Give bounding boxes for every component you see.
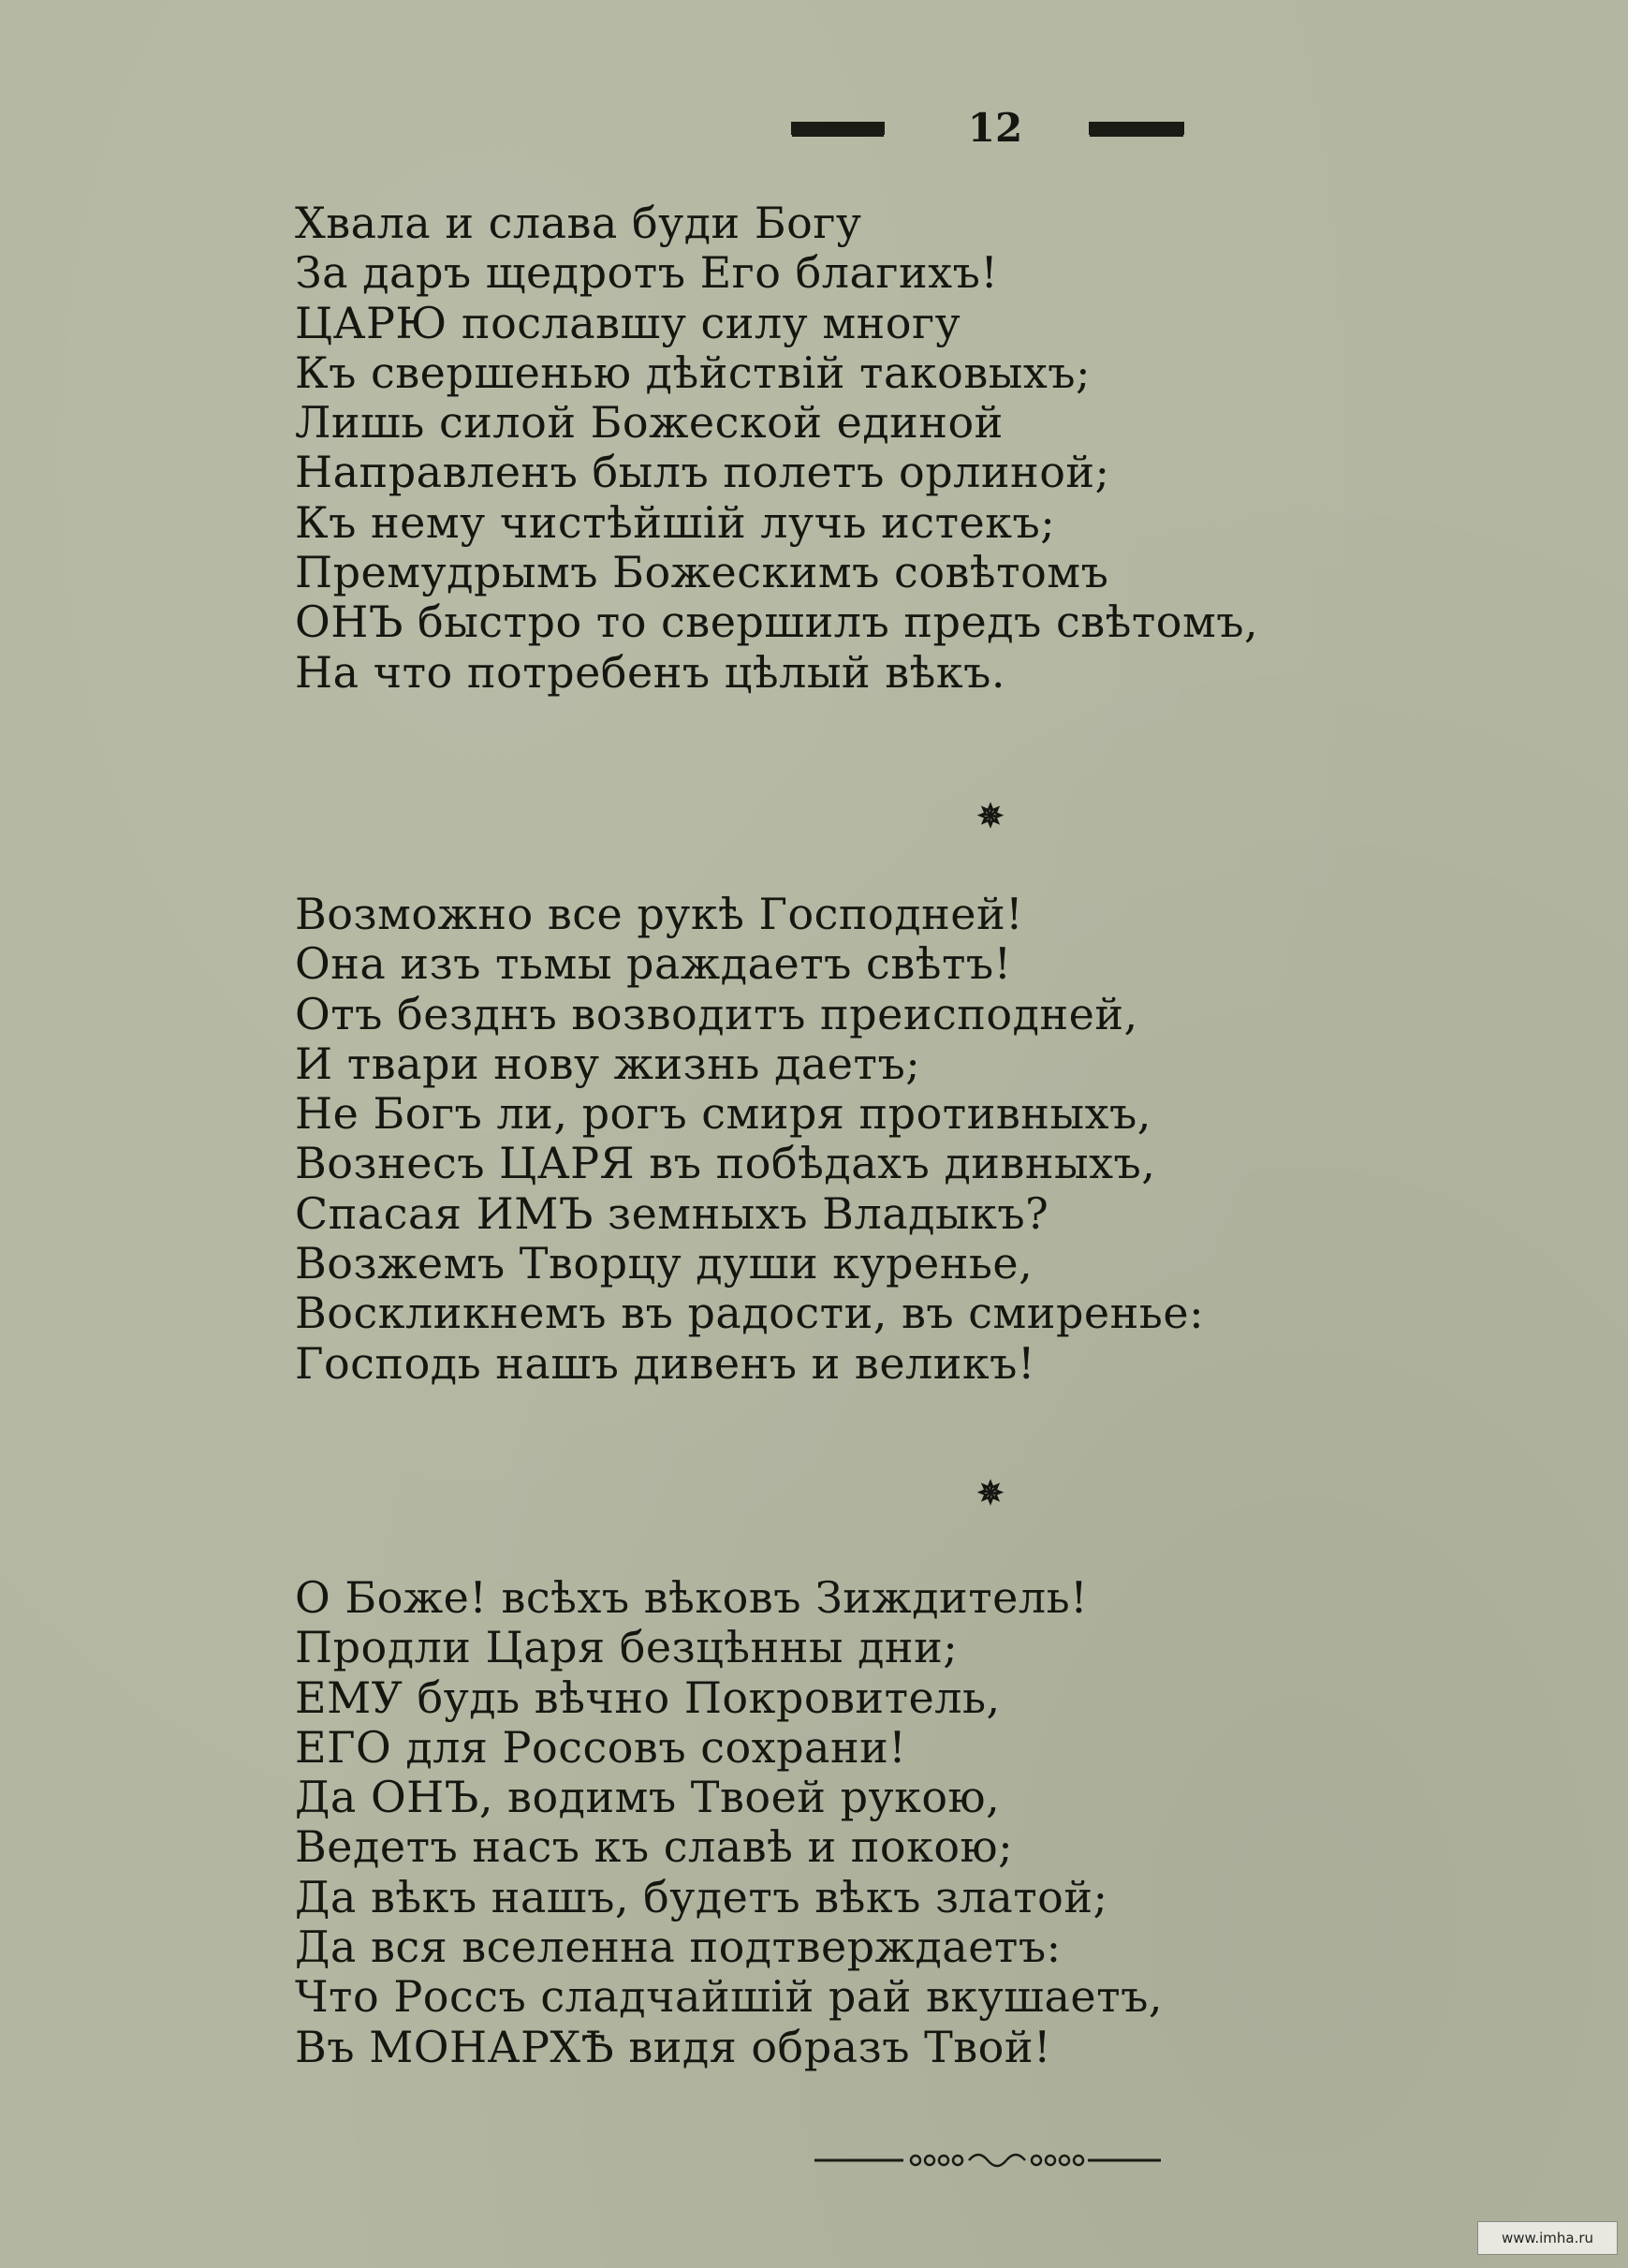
verse-line: Къ нему чистѣйшій лучь истекъ;	[295, 496, 1056, 548]
verse-line: Воскликнемъ въ радости, въ смиренье:	[295, 1288, 1205, 1339]
verse-line: Спасая ИМЪ земныхъ Владыкъ?	[295, 1187, 1049, 1239]
header-rule-right	[1089, 122, 1184, 135]
verse-line: Къ свершенью дѣйствій таковыхъ;	[295, 346, 1092, 398]
verse-line: На что потребенъ цѣлый вѣкъ.	[295, 646, 1005, 698]
page-number: 12	[967, 105, 1023, 151]
verse-line: Отъ безднъ возводитъ преисподней,	[295, 988, 1138, 1039]
verse-line: ЕГО для Россовъ сохрани!	[295, 1721, 907, 1773]
verse-line: Продли Царя безцѣнны дни;	[295, 1622, 959, 1673]
verse-line: Направленъ былъ полетъ орлиной;	[295, 447, 1110, 498]
verse-line: Вознесъ ЦАРЯ въ побѣдахъ дивныхъ,	[295, 1138, 1156, 1189]
stanza-1	[295, 199, 1418, 698]
verse-line: Не Богъ ли, рогъ смиря противныхъ,	[295, 1088, 1151, 1140]
verse-line: О Боже! всѣхъ вѣковъ Зиждитель!	[295, 1572, 1089, 1623]
verse-line: Да вся вселенна подтверждаетъ:	[295, 1922, 1062, 1973]
verse-line: Премудрымъ Божескимъ совѣтомъ	[295, 547, 1109, 598]
verse-line: Возможно все рукѣ Господней!	[295, 889, 1024, 939]
verse-line: Господь нашъ дивенъ и великъ!	[295, 1337, 1035, 1389]
verse-line: Хвала и слава буди Богу	[295, 198, 862, 248]
asterism-divider: ✵	[976, 1475, 1005, 1512]
verse-line: ЦАРЮ пославшу силу многу	[295, 297, 961, 348]
header-rule-left	[791, 122, 885, 135]
watermark: www.imha.ru	[1477, 2221, 1618, 2255]
verse-line: Она изъ тьмы раждаетъ свѣтъ!	[295, 938, 1012, 990]
page-header	[791, 105, 1184, 152]
verse-line: Что Россъ сладчайшій рай вкушаетъ,	[295, 1971, 1163, 2023]
verse-line: Да ОНЪ, водимъ Твоей рукою,	[295, 1772, 1001, 1823]
verse-line: ОНЪ быстро то свершилъ предъ свѣтомъ,	[295, 596, 1259, 648]
stanza-3	[295, 1573, 1418, 2072]
verse-line: Да вѣкъ нашъ, будетъ вѣкъ златой;	[295, 1871, 1108, 1922]
asterism-divider: ✵	[976, 798, 1005, 835]
verse-line: Въ МОНАРХѢ видя образъ Твой!	[295, 2021, 1051, 2072]
verse-line: И твари нову жизнь даетъ;	[295, 1038, 921, 1089]
verse-line: Лишь силой Божеской единой	[295, 397, 1004, 449]
ornamental-rule	[814, 2146, 1161, 2174]
verse-line: Возжемъ Творцу души куренье,	[295, 1238, 1034, 1289]
verse-line: ЕМУ будь вѣчно Покровитель,	[295, 1672, 1001, 1723]
stanza-2	[295, 890, 1418, 1389]
verse-line: Ведетъ насъ къ славѣ и покою;	[295, 1821, 1014, 1873]
verse-line: За даръ щедротъ Его благихъ!	[295, 247, 999, 299]
